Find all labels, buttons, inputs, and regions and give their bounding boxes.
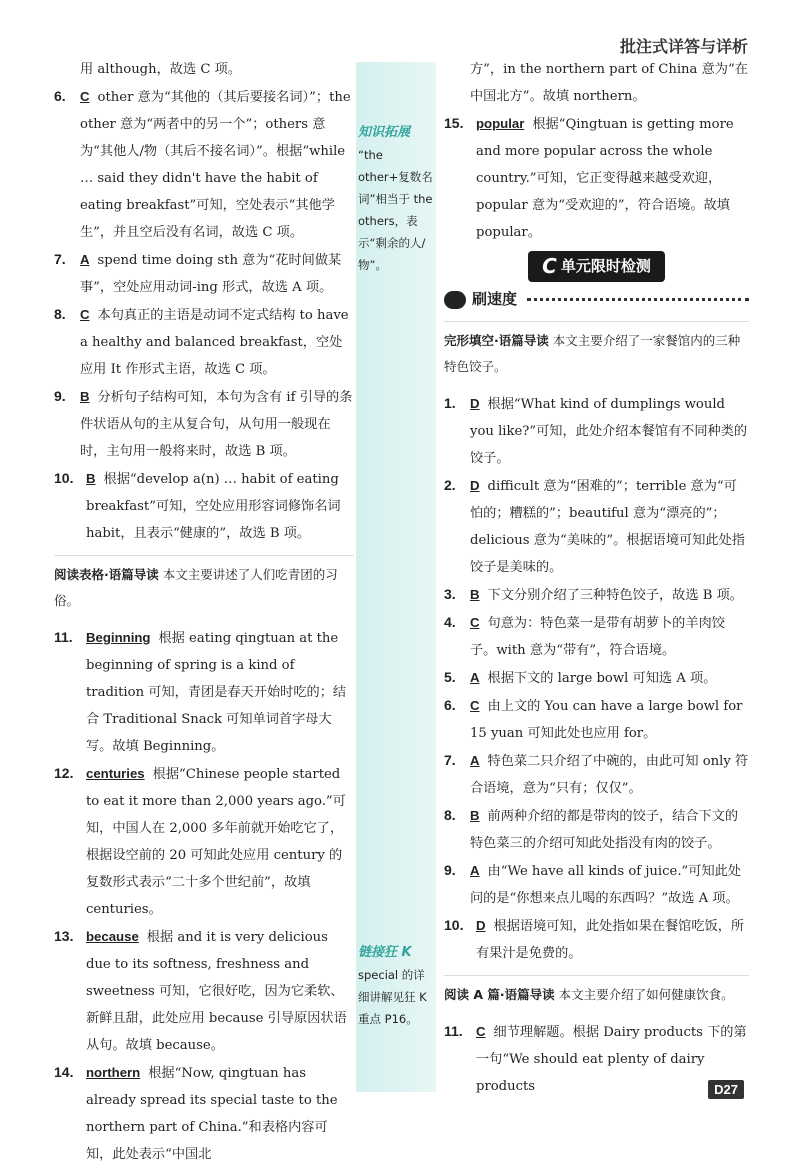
item-answer: D xyxy=(470,396,480,411)
cloze-item-7 xyxy=(444,747,749,802)
note-title: 链接狂 K xyxy=(358,945,412,960)
note-text: “the other+复数名词”相当于 the others，表示“剩余的人/物”。 xyxy=(358,148,433,272)
item-number: 3. xyxy=(444,586,456,602)
item-explanation: 前两种介绍的都是带肉的饺子，结合下文的特色菜三的介绍可知此处指没有肉的饺子。 xyxy=(470,809,739,851)
cloze-item-2 xyxy=(444,472,749,581)
item-number: 7. xyxy=(444,752,456,768)
item-answer: B xyxy=(470,587,480,602)
item-answer: D xyxy=(470,478,480,493)
answer-item-15 xyxy=(444,110,749,246)
item-number: 7. xyxy=(54,251,66,267)
item-explanation: 下文分别介绍了三种特色饺子，故选 B 项。 xyxy=(487,588,743,603)
item-explanation: 分析句子结构可知，本句为含有 if 引导的条件状语从句的主从复合句，从句用一般现在时，主句用一般将来时，故选 B 项。 xyxy=(80,390,353,459)
banner-pill xyxy=(528,251,665,282)
item-explanation: 根据语境可知，此处指如果在餐馆吃饭，所有果汁是免费的。 xyxy=(476,919,745,961)
item-explanation: 根据 eating qingtuan at the beginning of spring is a kind of tradition 可知，青团是春天开始时吃的；结合 Traditional Snack 可知单词首字母大写。故填 Beginning。 xyxy=(86,631,347,754)
item-number: 13. xyxy=(54,928,74,944)
banner-title: 单元限时检测 xyxy=(560,256,651,275)
item-answer: C xyxy=(470,698,480,713)
guide-text: 本文主要介绍了一家餐馆内的三种特色饺子。 xyxy=(444,333,741,374)
item-answer: because xyxy=(86,929,139,944)
item-answer: northern xyxy=(86,1065,141,1080)
answer-item-7 xyxy=(54,246,354,301)
item-answer: C xyxy=(80,307,90,322)
right-column xyxy=(444,56,749,1100)
item-number: 6. xyxy=(54,88,66,104)
item-number: 1. xyxy=(444,395,456,411)
c-logo-icon: C xyxy=(542,253,557,278)
item-explanation: spend time doing sth 意为“花时间做某事”，空处应用动词-ing 形式，故选 A 项。 xyxy=(80,253,342,295)
item-explanation: 细节理解题。根据 Dairy products 下的第一句“We should eat plenty of dairy products xyxy=(476,1025,747,1094)
cloze-guide xyxy=(444,321,749,380)
item-explanation: 根据“Qingtuan is getting more and more popular across the whole country.”可知，它正变得越来越受欢迎，popular 意为“受欢迎的”，符合语境。故填 popular。 xyxy=(476,117,734,240)
side-notes-strip xyxy=(356,62,436,1092)
speed-title: 刷速度 xyxy=(472,290,518,308)
cloze-item-1 xyxy=(444,390,749,472)
answer-item-6 xyxy=(54,83,354,246)
item-number: 15. xyxy=(444,115,464,131)
answer-item-14 xyxy=(54,1059,354,1168)
item-answer: A xyxy=(470,670,480,685)
item-explanation: 根据 and it is very delicious due to its softness, freshness and sweetness 可知，它很好吃，因为它柔软、新鲜且甜，此处应用 because 引导原因状语从句。故填 because。 xyxy=(86,930,347,1053)
item-explanation: 特色菜二只介绍了中碗的，由此可知 only 符合语境，意为“只有；仅仅”。 xyxy=(470,754,749,796)
speed-icon xyxy=(444,291,466,309)
speed-section-heading xyxy=(444,286,749,313)
item-answer: B xyxy=(86,471,96,486)
answer-item-10 xyxy=(54,465,354,547)
cloze-item-4 xyxy=(444,609,749,664)
item-number: 5. xyxy=(444,669,456,685)
page-number-badge: D27 xyxy=(708,1080,744,1099)
item-number: 11. xyxy=(54,629,73,645)
guide-label: 完形填空·语篇导读 xyxy=(444,333,549,348)
item-explanation: 句意为：特色菜一是带有胡萝卜的羊肉饺子。with 意为“带有”，符合语境。 xyxy=(470,616,725,658)
item-explanation: 由“We have all kinds of juice.”可知此处问的是“你想来点儿喝的东西吗？”故选 A 项。 xyxy=(470,864,742,906)
item-number: 6. xyxy=(444,697,456,713)
item-explanation: difficult 意为“困难的”；terrible 意为“可怕的；糟糕的”；beautiful 意为“漂亮的”；delicious 意为“美味的”。根据语境可知此处指饺子是美味的。 xyxy=(470,479,745,575)
item-explanation: 本句真正的主语是动词不定式结构 to have a healthy and balanced breakfast，空处应用 It 作形式主语，故选 C 项。 xyxy=(80,308,349,377)
guide-label: 阅读 A 篇·语篇导读 xyxy=(444,987,555,1002)
item-number: 9. xyxy=(444,862,456,878)
answer-item-13 xyxy=(54,923,354,1059)
item-answer: centuries xyxy=(86,766,145,781)
answer-item-12 xyxy=(54,760,354,923)
item-answer: C xyxy=(470,615,480,630)
reading-item-11 xyxy=(444,1018,749,1100)
item-answer: Beginning xyxy=(86,630,151,645)
left-column xyxy=(54,56,354,1168)
item-number: 8. xyxy=(444,807,456,823)
item-number: 4. xyxy=(444,614,456,630)
item-explanation: 由上文的 You can have a large bowl for 15 yuan 可知此处也应用 for。 xyxy=(470,699,743,741)
item-number: 9. xyxy=(54,388,66,404)
item-explanation: 根据下文的 large bowl 可知选 A 项。 xyxy=(487,671,717,686)
item-answer: D xyxy=(476,918,486,933)
item-number: 10. xyxy=(444,917,464,933)
answer-item-9 xyxy=(54,383,354,465)
reading-guide xyxy=(54,555,354,614)
cloze-item-6 xyxy=(444,692,749,747)
item-answer: B xyxy=(470,808,480,823)
item-explanation: other 意为“其他的（其后要接名词）”；the other 意为“两者中的另一个”；others 意为“其他人/物（其后不接名词）”。根据“while … said they didn't have the habit of eating breakfast”可知，空处表示“其他学生”，并且空后没有名词，故选 C 项。 xyxy=(80,90,351,240)
unit-test-banner xyxy=(444,250,749,282)
item-answer: B xyxy=(80,389,90,404)
cloze-item-10 xyxy=(444,912,749,967)
guide-text: 本文主要讲述了人们吃青团的习俗。 xyxy=(54,567,338,608)
item-answer: C xyxy=(80,89,90,104)
cloze-item-5 xyxy=(444,664,749,692)
item-number: 8. xyxy=(54,306,66,322)
item-answer: A xyxy=(470,753,480,768)
cloze-item-8 xyxy=(444,802,749,857)
link-note xyxy=(358,942,434,1030)
item-number: 12. xyxy=(54,765,74,781)
item-number: 14. xyxy=(54,1064,74,1080)
item-explanation: 根据“What kind of dumplings would you like?”可知，此处介绍本餐馆有不同种类的饺子。 xyxy=(470,397,748,466)
answer-item-11 xyxy=(54,624,354,760)
note-title: 知识拓展 xyxy=(358,125,411,140)
cloze-item-3 xyxy=(444,581,749,609)
item-number: 11. xyxy=(444,1023,463,1039)
continued-line: 方”，in the northern part of China 意为“在中国北方”。故填 northern。 xyxy=(470,62,748,104)
item-answer: C xyxy=(476,1024,486,1039)
item-number: 2. xyxy=(444,477,456,493)
knowledge-expansion-note xyxy=(358,122,434,276)
item-number: 10. xyxy=(54,470,74,486)
item-explanation: 根据“develop a(n) … habit of eating breakfast”可知，空处应用形容词修饰名词 habit，且表示“健康的”，故选 B 项。 xyxy=(86,472,341,541)
answer-item-8 xyxy=(54,301,354,383)
reading-a-guide xyxy=(444,975,749,1008)
item-answer: popular xyxy=(476,116,525,131)
item-answer: A xyxy=(470,863,480,878)
cloze-item-9 xyxy=(444,857,749,912)
guide-label: 阅读表格·语篇导读 xyxy=(54,567,159,582)
page-header-title: 批注式详答与详析 xyxy=(619,37,748,56)
continued-line: 用 although，故选 C 项。 xyxy=(80,62,242,77)
dotted-rule xyxy=(527,298,749,301)
item-explanation: 根据“Now, qingtuan has already spread its special taste to the northern part of China.”和表格内容可知，此处表示“中国北 xyxy=(86,1066,338,1162)
guide-text: 本文主要介绍了如何健康饮食。 xyxy=(558,987,734,1002)
note-text: special 的详细讲解见狂 K 重点 P16。 xyxy=(358,968,427,1026)
item-answer: A xyxy=(80,252,90,267)
item-explanation: 根据“Chinese people started to eat it more than 2,000 years ago.”可知，中国人在 2,000 多年前就开始吃它了，根据设空前的 20 可知此处应用 century 的复数形式表示“二十多个世纪前”，故填 centuries。 xyxy=(86,767,346,917)
